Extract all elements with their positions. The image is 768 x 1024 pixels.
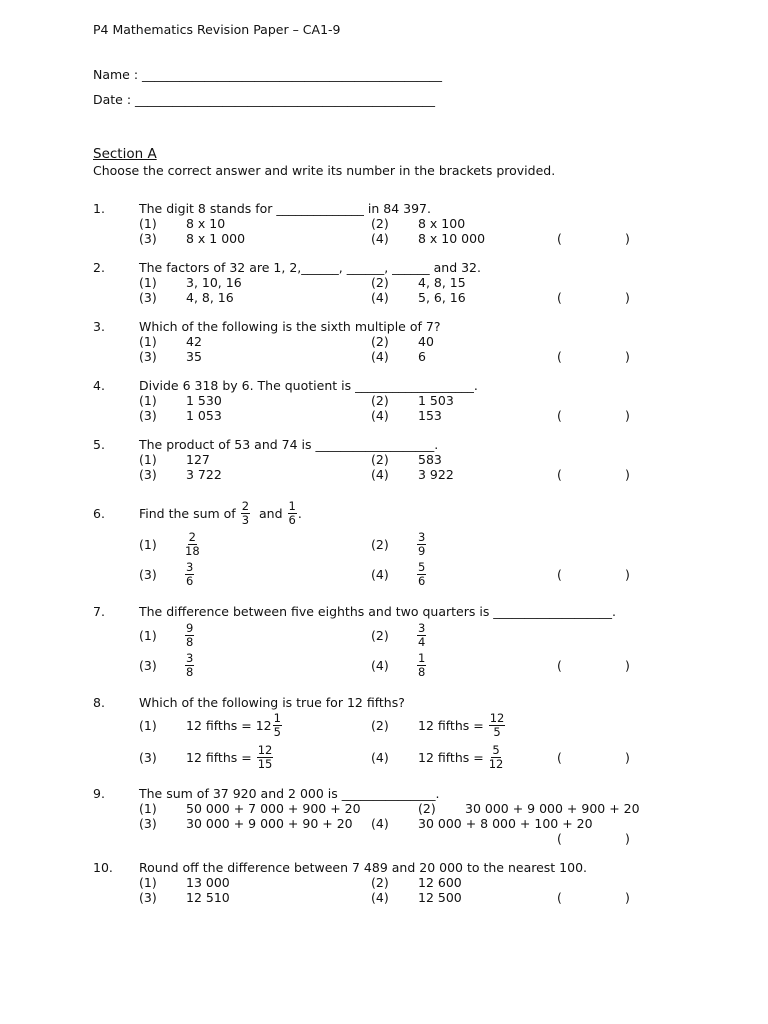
fraction <box>288 498 297 527</box>
question-text: The factors of 32 are 1, 2,______, ______, ______ and 32. <box>139 260 481 275</box>
option-value: 12 500 <box>418 890 462 905</box>
option-number: (3) <box>139 467 157 482</box>
fraction <box>185 529 200 558</box>
fraction-numerator: 1 <box>288 498 296 513</box>
answer-bracket-open[interactable]: ( <box>557 567 562 582</box>
option-value: 12 510 <box>186 890 230 905</box>
question-number: 5. <box>93 437 105 452</box>
question-number: 8. <box>93 695 105 710</box>
question-number: 6. <box>93 506 105 521</box>
question-number: 4. <box>93 378 105 393</box>
option-number: (1) <box>139 334 157 349</box>
option-number: (2) <box>371 628 389 643</box>
question-text <box>139 498 302 528</box>
option-value: 35 <box>186 349 202 364</box>
paper-title: P4 Mathematics Revision Paper – CA1-9 <box>93 22 341 37</box>
question-number: 3. <box>93 319 105 334</box>
question-text-end: . <box>297 505 302 521</box>
question-number: 9. <box>93 786 105 801</box>
fraction-numerator: 3 <box>186 650 194 665</box>
fraction-numerator: 2 <box>188 529 196 544</box>
answer-bracket-close: ) <box>625 890 630 905</box>
fraction-numerator: 3 <box>186 559 194 574</box>
option-value: 3 722 <box>186 467 222 482</box>
question-text: Round off the difference between 7 489 and 20 000 to the nearest 100. <box>139 860 588 875</box>
option-value <box>416 650 427 680</box>
option-value: 1 053 <box>186 408 222 423</box>
option-value <box>186 742 274 772</box>
option-number: (1) <box>139 216 157 231</box>
option-number: (3) <box>139 658 157 673</box>
fraction <box>185 650 194 679</box>
option-text: 12 fifths = <box>418 717 484 733</box>
question-text: The sum of 37 920 and 2 000 is _______________. <box>139 786 440 801</box>
fraction <box>241 498 250 527</box>
option-number: (2) <box>418 801 436 816</box>
option-value <box>184 620 195 650</box>
fraction <box>488 742 504 771</box>
option-number: (3) <box>139 750 157 765</box>
fraction <box>257 742 274 771</box>
option-number: (3) <box>139 816 157 831</box>
answer-bracket-close: ) <box>625 231 630 246</box>
answer-bracket-close: ) <box>625 290 630 305</box>
option-number: (4) <box>371 467 389 482</box>
question-text-and: and <box>258 505 283 521</box>
fraction-denominator: 8 <box>186 634 194 649</box>
fraction-numerator: 1 <box>418 650 426 665</box>
option-value <box>418 710 506 740</box>
question-text: The digit 8 stands for ______________ in 84 397. <box>139 201 431 216</box>
option-text: 12 fifths = <box>418 749 484 765</box>
answer-bracket-open[interactable]: ( <box>557 831 562 846</box>
answer-bracket-open[interactable]: ( <box>557 231 562 246</box>
option-text: 12 fifths = <box>186 749 252 765</box>
option-value: 50 000 + 7 000 + 900 + 20 <box>186 801 361 816</box>
answer-bracket-open[interactable]: ( <box>557 408 562 423</box>
answer-bracket-close: ) <box>625 408 630 423</box>
option-value: 30 000 + 9 000 + 90 + 20 <box>186 816 353 831</box>
section-instruction: Choose the correct answer and write its number in the brackets provided. <box>93 163 556 178</box>
option-number: (1) <box>139 393 157 408</box>
option-number: (2) <box>371 393 389 408</box>
option-value <box>416 559 427 589</box>
option-value: 12 600 <box>418 875 462 890</box>
option-value: 30 000 + 8 000 + 100 + 20 <box>418 816 593 831</box>
option-number: (3) <box>139 890 157 905</box>
option-number: (1) <box>139 801 157 816</box>
option-number: (1) <box>139 875 157 890</box>
fraction-denominator: 6 <box>418 573 426 588</box>
option-value: 4, 8, 15 <box>418 275 466 290</box>
question-text: The product of 53 and 74 is ___________________. <box>139 437 439 452</box>
option-value <box>418 742 504 772</box>
option-value: 127 <box>186 452 210 467</box>
option-value: 1 530 <box>186 393 222 408</box>
option-number: (2) <box>371 334 389 349</box>
option-value: 5, 6, 16 <box>418 290 466 305</box>
fraction <box>417 650 426 679</box>
option-number: (1) <box>139 537 157 552</box>
fraction <box>417 559 426 588</box>
question-text-prefix: Find the sum of <box>139 505 236 521</box>
option-number: (3) <box>139 349 157 364</box>
option-value: 153 <box>418 408 442 423</box>
fraction-denominator: 8 <box>186 664 194 679</box>
fraction-numerator: 3 <box>418 529 426 544</box>
option-number: (2) <box>371 275 389 290</box>
fraction-denominator: 6 <box>288 512 296 527</box>
question-number: 10. <box>93 860 113 875</box>
option-value <box>184 650 195 680</box>
option-number: (4) <box>371 816 389 831</box>
option-value: 4, 8, 16 <box>186 290 234 305</box>
question-text: The difference between five eighths and two quarters is ___________________. <box>139 604 617 619</box>
option-number: (4) <box>371 658 389 673</box>
option-value: 42 <box>186 334 202 349</box>
answer-bracket-open[interactable]: ( <box>557 349 562 364</box>
question-text: Which of the following is the sixth multiple of 7? <box>139 319 441 334</box>
name-field[interactable]: Name : ________________________________________________ <box>93 67 443 82</box>
option-number: (4) <box>371 290 389 305</box>
option-number: (2) <box>371 718 389 733</box>
fraction <box>185 620 194 649</box>
option-number: (3) <box>139 231 157 246</box>
option-value: 8 x 10 000 <box>418 231 486 246</box>
option-number: (1) <box>139 718 157 733</box>
answer-bracket-close: ) <box>625 750 630 765</box>
option-value <box>416 620 427 650</box>
option-value: 8 x 100 <box>418 216 466 231</box>
option-value <box>186 710 283 740</box>
answer-bracket-close: ) <box>625 467 630 482</box>
option-value: 3, 10, 16 <box>186 275 242 290</box>
option-value: 8 x 1 000 <box>186 231 246 246</box>
option-number: (4) <box>371 408 389 423</box>
fraction-numerator: 5 <box>418 559 426 574</box>
option-value: 40 <box>418 334 434 349</box>
answer-bracket-open[interactable]: ( <box>557 467 562 482</box>
answer-bracket-close: ) <box>625 567 630 582</box>
option-number: (1) <box>139 628 157 643</box>
option-number: (2) <box>371 875 389 890</box>
option-number: (3) <box>139 290 157 305</box>
fraction-denominator: 4 <box>418 634 426 649</box>
option-value <box>416 529 427 559</box>
option-value: 8 x 10 <box>186 216 226 231</box>
fraction-denominator: 5 <box>493 724 501 739</box>
fraction-numerator: 12 <box>257 742 273 757</box>
option-value: 1 503 <box>418 393 454 408</box>
option-text: 12 fifths = 12 <box>186 717 272 733</box>
option-value <box>184 529 201 559</box>
option-value: 30 000 + 9 000 + 900 + 20 <box>465 801 640 816</box>
answer-bracket-close: ) <box>625 349 630 364</box>
option-number: (3) <box>139 567 157 582</box>
fraction-numerator: 12 <box>489 710 505 725</box>
question-text: Divide 6 318 by 6. The quotient is ___________________. <box>139 378 478 393</box>
question-number: 1. <box>93 201 105 216</box>
option-value: 6 <box>418 349 426 364</box>
option-number: (4) <box>371 349 389 364</box>
option-number: (2) <box>371 216 389 231</box>
answer-bracket-close: ) <box>625 658 630 673</box>
fraction-denominator: 15 <box>257 756 273 771</box>
option-number: (1) <box>139 452 157 467</box>
option-number: (4) <box>371 890 389 905</box>
answer-bracket-open[interactable]: ( <box>557 658 562 673</box>
fraction <box>185 559 194 588</box>
fraction-denominator: 18 <box>185 543 200 558</box>
fraction-numerator: 3 <box>418 620 426 635</box>
question-text: Which of the following is true for 12 fifths? <box>139 695 405 710</box>
section-title: Section A <box>93 146 157 162</box>
fraction-denominator: 6 <box>186 573 194 588</box>
fraction-numerator: 2 <box>241 498 250 513</box>
fraction <box>417 529 426 558</box>
answer-bracket-open[interactable]: ( <box>557 750 562 765</box>
fraction-numerator: 9 <box>186 620 194 635</box>
fraction-numerator: 1 <box>273 710 281 725</box>
option-number: (1) <box>139 275 157 290</box>
option-value: 13 000 <box>186 875 230 890</box>
option-value: 583 <box>418 452 442 467</box>
option-value <box>184 559 195 589</box>
question-number: 7. <box>93 604 105 619</box>
fraction-denominator: 9 <box>418 543 426 558</box>
option-number: (4) <box>371 231 389 246</box>
date-field[interactable]: Date : ________________________________________________ <box>93 92 436 107</box>
fraction <box>417 620 426 649</box>
option-number: (2) <box>371 452 389 467</box>
answer-bracket-close: ) <box>625 831 630 846</box>
option-number: (2) <box>371 537 389 552</box>
fraction-denominator: 3 <box>241 512 250 527</box>
fraction-denominator: 12 <box>488 756 504 771</box>
option-number: (3) <box>139 408 157 423</box>
fraction <box>489 710 506 739</box>
option-number: (4) <box>371 567 389 582</box>
answer-bracket-open[interactable]: ( <box>557 890 562 905</box>
fraction <box>273 710 282 739</box>
fraction-denominator: 8 <box>418 664 426 679</box>
fraction-denominator: 5 <box>273 724 281 739</box>
option-number: (4) <box>371 750 389 765</box>
question-number: 2. <box>93 260 105 275</box>
option-value: 3 922 <box>418 467 454 482</box>
answer-bracket-open[interactable]: ( <box>557 290 562 305</box>
fraction-numerator: 5 <box>492 742 500 757</box>
